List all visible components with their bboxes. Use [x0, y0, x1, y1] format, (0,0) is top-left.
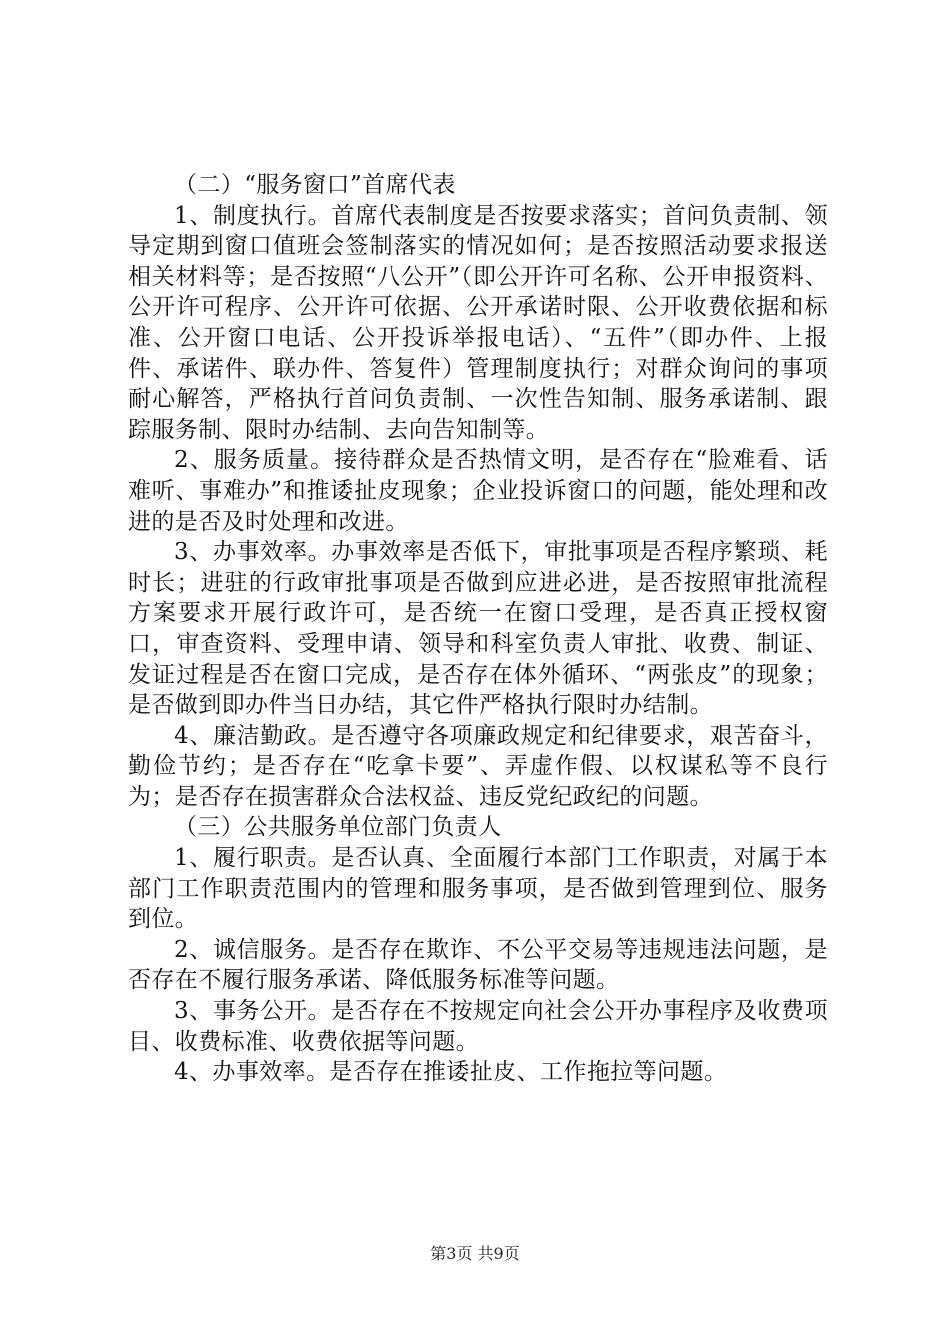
- paragraph: 2、服务质量。接待群众是否热情文明，是否存在“脸难看、话难听、事难办”和推诿扯皮现象；企业投诉窗口的问题，能处理和改进的是否及时处理和改进。: [128, 447, 828, 535]
- section-heading-2: （二）“服务窗口”首席代表: [174, 172, 456, 198]
- paragraph: 1、制度执行。首席代表制度是否按要求落实；首问负责制、领导定期到窗口值班会签制落实的情况如何；是否按照活动要求报送相关材料等；是否按照“八公开”（即公开许可名称、公开申报资料、公开许可程序、公开许可依据、公开承诺时限、公开收费依据和标准、公开窗口电话、公开投诉举报电话）、“五件”（即办件、上报件、承诺件、联办件、答复件）管理制度执行；对群众询问的事项耐心解答，严格执行首问负责制、一次性告知制、服务承诺制、跟踪服务制、限时办结制、去向告知制等。: [128, 202, 828, 443]
- paragraph: 2、诚信服务。是否存在欺诈、不公平交易等违规违法问题，是否存在不履行服务承诺、降低服务标准等问题。: [128, 936, 828, 994]
- paragraph: 3、办事效率。办事效率是否低下，审批事项是否程序繁琐、耗时长；进驻的行政审批事项是否做到应进必进，是否按照审批流程方案要求开展行政许可，是否统一在窗口受理，是否真正授权窗口，审查资料、受理申请、领导和科室负责人审批、收费、制证、发证过程是否在窗口完成，是否存在体外循环、“两张皮”的现象；是否做到即办件当日办结，其它件严格执行限时办结制。: [128, 539, 828, 719]
- paragraph: 4、廉洁勤政。是否遵守各项廉政规定和纪律要求，艰苦奋斗，勤俭节约；是否存在“吃拿卡要”、弄虚作假、以权谋私等不良行为；是否存在损害群众合法权益、违反党纪政纪的问题。: [128, 722, 828, 810]
- paragraph: 4、办事效率。是否存在推诿扯皮、工作拖拉等问题。: [174, 1059, 728, 1086]
- paragraph: 1、履行职责。是否认真、全面履行本部门工作职责，对属于本部门工作职责范围内的管理和服务事项，是否做到管理到位、服务到位。: [128, 845, 828, 933]
- paragraph: 3、事务公开。是否存在不按规定向社会公开办事程序及收费项目、收费标准、收费依据等问题。: [128, 998, 828, 1055]
- document-body: [128, 170, 828, 1088]
- section-heading-3: （三）公共服务单位部门负责人: [174, 814, 502, 841]
- page-number-footer: 第3页 共9页: [430, 1244, 520, 1263]
